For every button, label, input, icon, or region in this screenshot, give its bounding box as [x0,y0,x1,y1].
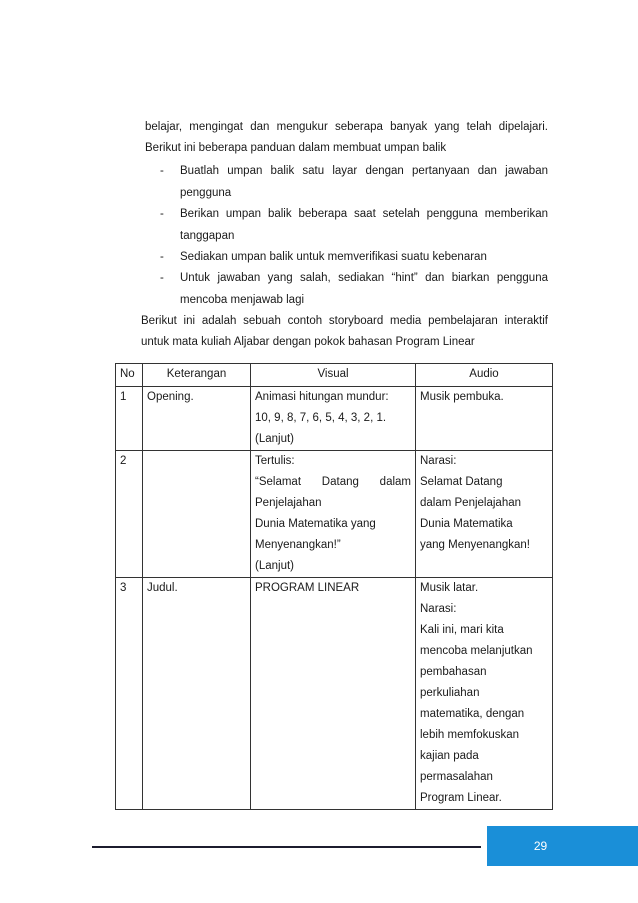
audio-line: pembahasan [420,666,487,678]
bullet-dash: - [160,272,164,284]
bullet-text-continued: pengguna [180,186,232,199]
audio-line: Selamat Datang [420,476,503,488]
intro-line-1: belajar, mengingat dan mengukur seberapa banyak yang telah dipelajari. [145,121,548,133]
table-row [116,387,553,451]
visual-line: Penjelajahan [255,497,322,509]
audio-line: Musik pembuka. [420,391,504,403]
bullet-dash: - [160,251,164,263]
cell-visual [251,578,416,810]
storyboard-table [115,363,553,810]
visual-line: 10, 9, 8, 7, 6, 5, 4, 3, 2, 1. [255,412,387,424]
cell-no: 1 [116,387,143,451]
footer-rule [92,846,481,848]
table-header-row [116,364,553,387]
audio-line: perkuliahan [420,687,480,699]
bullet-text: Berikan umpan balik beberapa saat setelah pengguna memberikan [180,208,548,220]
audio-line: Kali ini, mari kita [420,624,504,636]
visual-line: Menyenangkan!” [255,539,341,551]
cell-visual [251,451,416,578]
header-keterangan: Keterangan [143,364,251,387]
cell-keterangan: Judul. [143,578,251,810]
visual-line: Animasi hitungan mundur: [255,391,389,403]
audio-line: mencoba melanjutkan [420,645,533,657]
audio-line: Program Linear. [420,792,502,804]
visual-line: “Selamat Datang dalam [255,476,411,488]
cell-no: 2 [116,451,143,578]
visual-line: (Lanjut) [255,560,294,572]
cell-audio [416,451,553,578]
audio-line: Dunia Matematika [420,518,513,530]
bullet-text: Sediakan umpan balik untuk memverifikasi suatu kebenaran [180,251,487,263]
header-no: No [116,364,143,387]
table-row [116,578,553,810]
header-audio: Audio [416,364,553,387]
bullet-dash: - [160,165,164,177]
table-row [116,451,553,578]
audio-line: kajian pada [420,750,479,762]
audio-line: permasalahan [420,771,493,783]
audio-line: lebih memfokuskan [420,729,520,741]
storyboard-intro-line-2: untuk mata kuliah Aljabar dengan pokok bahasan Program Linear [141,336,475,348]
bullet-text: Untuk jawaban yang salah, sediakan “hint” dan biarkan pengguna [180,272,548,284]
cell-visual [251,387,416,451]
bullet-text-continued: mencoba menjawab lagi [180,293,305,306]
bullet-text: Buatlah umpan balik satu layar dengan pertanyaan dan jawaban [180,165,548,177]
bullet-text-continued: tanggapan [180,229,235,242]
cell-audio [416,387,553,451]
bullet-dash: - [160,208,164,220]
intro-line-2: Berikut ini beberapa panduan dalam membuat umpan balik [145,142,447,154]
page-number-badge [487,826,638,866]
visual-line: Tertulis: [255,455,295,467]
header-visual: Visual [251,364,416,387]
audio-line: Narasi: [420,603,457,615]
audio-line: matematika, dengan [420,708,525,720]
cell-no: 3 [116,578,143,810]
visual-line: (Lanjut) [255,433,294,445]
audio-line: dalam Penjelajahan [420,497,522,509]
visual-line: Dunia Matematika yang [255,518,376,530]
audio-line: yang Menyenangkan! [420,539,530,551]
visual-line: PROGRAM LINEAR [255,582,360,594]
storyboard-intro-line-1: Berikut ini adalah sebuah contoh storyboard media pembelajaran interaktif [141,315,548,327]
cell-keterangan: Opening. [143,387,251,451]
audio-line: Narasi: [420,455,457,467]
cell-keterangan [143,451,251,578]
audio-line: Musik latar. [420,582,479,594]
cell-audio [416,578,553,810]
page-number: 29 [533,839,548,853]
